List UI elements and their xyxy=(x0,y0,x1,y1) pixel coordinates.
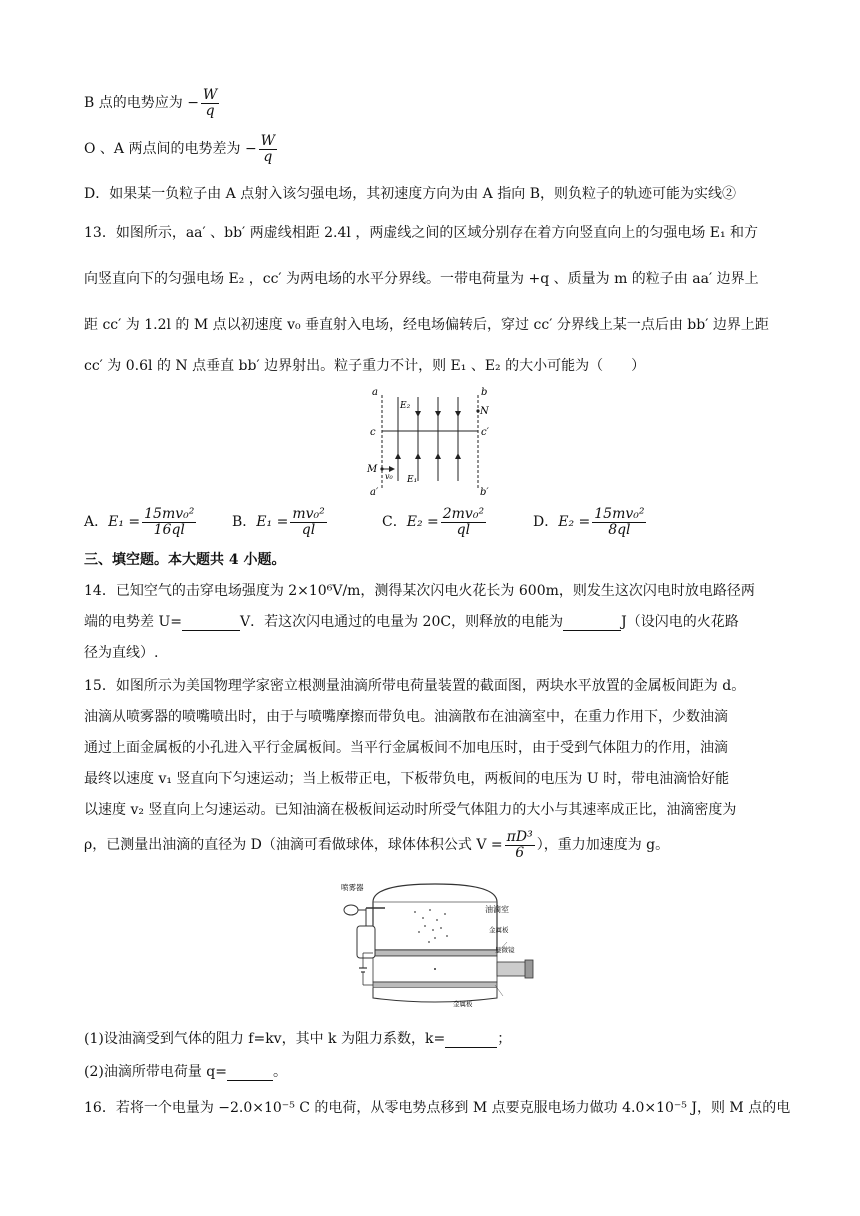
q14-line-1: 14．已知空气的击穿电场强度为 2×10⁶V/m，测得某次闪电火花长为 600m，则发生这次闪电时放电路径两 xyxy=(84,583,755,599)
q13-option-d: D．E₂ = $\frac{\text{15mv₀²}}{8ql}$ xyxy=(533,506,645,538)
q14-line-2: 端的电势差 U= V．若这次闪电通过的电量为 20C，则释放的电能为 J（设闪电的火花路 xyxy=(84,614,739,630)
q15-line-3: 通过上面金属板的小孔进入平行金属板间。当平行金属板间不加电压时，由于受到气体阻力的作用，油滴 xyxy=(84,740,728,756)
q13-line-4: cc′ 为 0.6l 的 N 点垂直 bb′ 边界射出。粒子重力不计，则 E₁ 、E₂ 的大小可能为（ ） xyxy=(84,358,646,374)
q15-blank-k[interactable] xyxy=(445,1033,497,1048)
fig-label-c: c xyxy=(370,427,376,438)
label-microscope: 显微镜 xyxy=(495,946,515,954)
q15-line-6: ρ，已测量出油滴的直径为 D（油滴可看做球体，球体体积公式 V = $\frac{\text{πD³}}{6}$ ），重力加速度为 g。 xyxy=(84,829,670,861)
q15-line-2: 油滴从喷雾器的喷嘴喷出时，由于与喷嘴摩擦而带负电。油滴散布在油滴室中，在重力作用下，少数油滴 xyxy=(84,709,728,725)
q14-blank-2[interactable] xyxy=(563,616,621,631)
millikan-apparatus-diagram xyxy=(335,880,535,1012)
q13-option-c: C．E₂ = $\frac{\text{2mv₀²}}{ql}$ xyxy=(382,506,485,538)
q12-option-b-fraction: $\frac{W}{q}$ xyxy=(202,87,218,119)
q15-line-5: 以速度 v₂ 竖直向上匀速运动。已知油滴在极板间运动时所受气体阻力的大小与其速率成正比，油滴密度为 xyxy=(84,802,737,818)
label-bottom-plate: 金属板 xyxy=(453,1000,473,1008)
label-top-plate: 金属板 xyxy=(489,926,509,934)
fig-label-v0: v₀ xyxy=(385,472,393,481)
q13-line-1: 13．如图所示，aa′ 、bb′ 两虚线相距 2.4l ，两虚线之间的区域分别存在着方向竖直向上的匀强电场 E₁ 和方 xyxy=(84,225,759,241)
q16-line-1: 16．若将一个电量为 −2.0×10⁻⁵ C 的电荷，从零电势点移到 M 点要克服电场力做功 4.0×10⁻⁵ J，则 M 点的电 xyxy=(84,1100,791,1116)
fig-label-e2: E₂ xyxy=(400,401,411,411)
section-3-title: 三、填空题。本大题共 4 小题。 xyxy=(84,552,286,568)
fig-label-a-prime: a′ xyxy=(370,487,379,498)
q12-option-b xyxy=(84,88,221,118)
q15-line-4: 最终以速度 v₁ 竖直向下匀速运动；当上板带正电，下板带负电，两板间的电压为 U 时，带电油滴恰好能 xyxy=(84,771,730,787)
q12-option-c-text: O 、A 两点间的电势差为 − xyxy=(84,141,257,158)
q15-sub-1: (1)设油滴受到气体的阻力 f=kv，其中 k 为阻力系数，k= ； xyxy=(84,1031,512,1047)
q15-blank-q[interactable] xyxy=(227,1066,273,1081)
q13-field-diagram xyxy=(360,383,500,498)
q12-option-d: D．如果某一负粒子由 A 点射入该匀强电场，其初速度方向为由 A 指向 B，则负粒子的轨迹可能为实线② xyxy=(84,186,736,202)
fig-label-a: a xyxy=(372,387,378,398)
q13-option-a: A．E₁ = $\frac{\text{15mv₀²}}{16ql}$ xyxy=(84,506,195,538)
fig-label-b: b xyxy=(481,387,488,398)
q12-option-c-fraction: $\frac{W}{q}$ xyxy=(260,133,276,165)
fig-label-c-prime: c′ xyxy=(481,427,489,438)
fig-label-n: N xyxy=(480,406,489,417)
label-oil-chamber: 油滴室 xyxy=(485,905,509,914)
fig-label-b-prime: b′ xyxy=(480,487,489,498)
q12-option-c xyxy=(84,134,279,164)
q13-line-2: 向竖直向下的匀强电场 E₂ ，cc′ 为两电场的水平分界线。一带电荷量为 +q 、质量为 m 的粒子由 aa′ 边界上 xyxy=(84,271,759,287)
fig-label-e1: E₁ xyxy=(407,475,418,485)
q13-line-3: 距 cc′ 为 1.2l 的 M 点以初速度 v₀ 垂直射入电场，经电场偏转后，穿过 cc′ 分界线上某一点后由 bb′ 边界上距 xyxy=(84,317,769,333)
q13-option-b: B．E₁ = $\frac{\text{mv₀²}}{ql}$ xyxy=(232,506,325,538)
q15-sub-2: (2)油滴所带电荷量 q= 。 xyxy=(84,1064,287,1080)
fig-label-m: M xyxy=(367,464,378,475)
q14-blank-1[interactable] xyxy=(182,616,240,631)
q12-option-b-text: B 点的电势应为 − xyxy=(84,95,199,112)
q15-line-1: 15．如图所示为美国物理学家密立根测量油滴所带电荷量装置的截面图，两块水平放置的金属板间距为 d。 xyxy=(84,678,746,694)
label-sprayer: 喷雾器 xyxy=(341,883,364,892)
q14-line-3: 径为直线）. xyxy=(84,645,159,661)
